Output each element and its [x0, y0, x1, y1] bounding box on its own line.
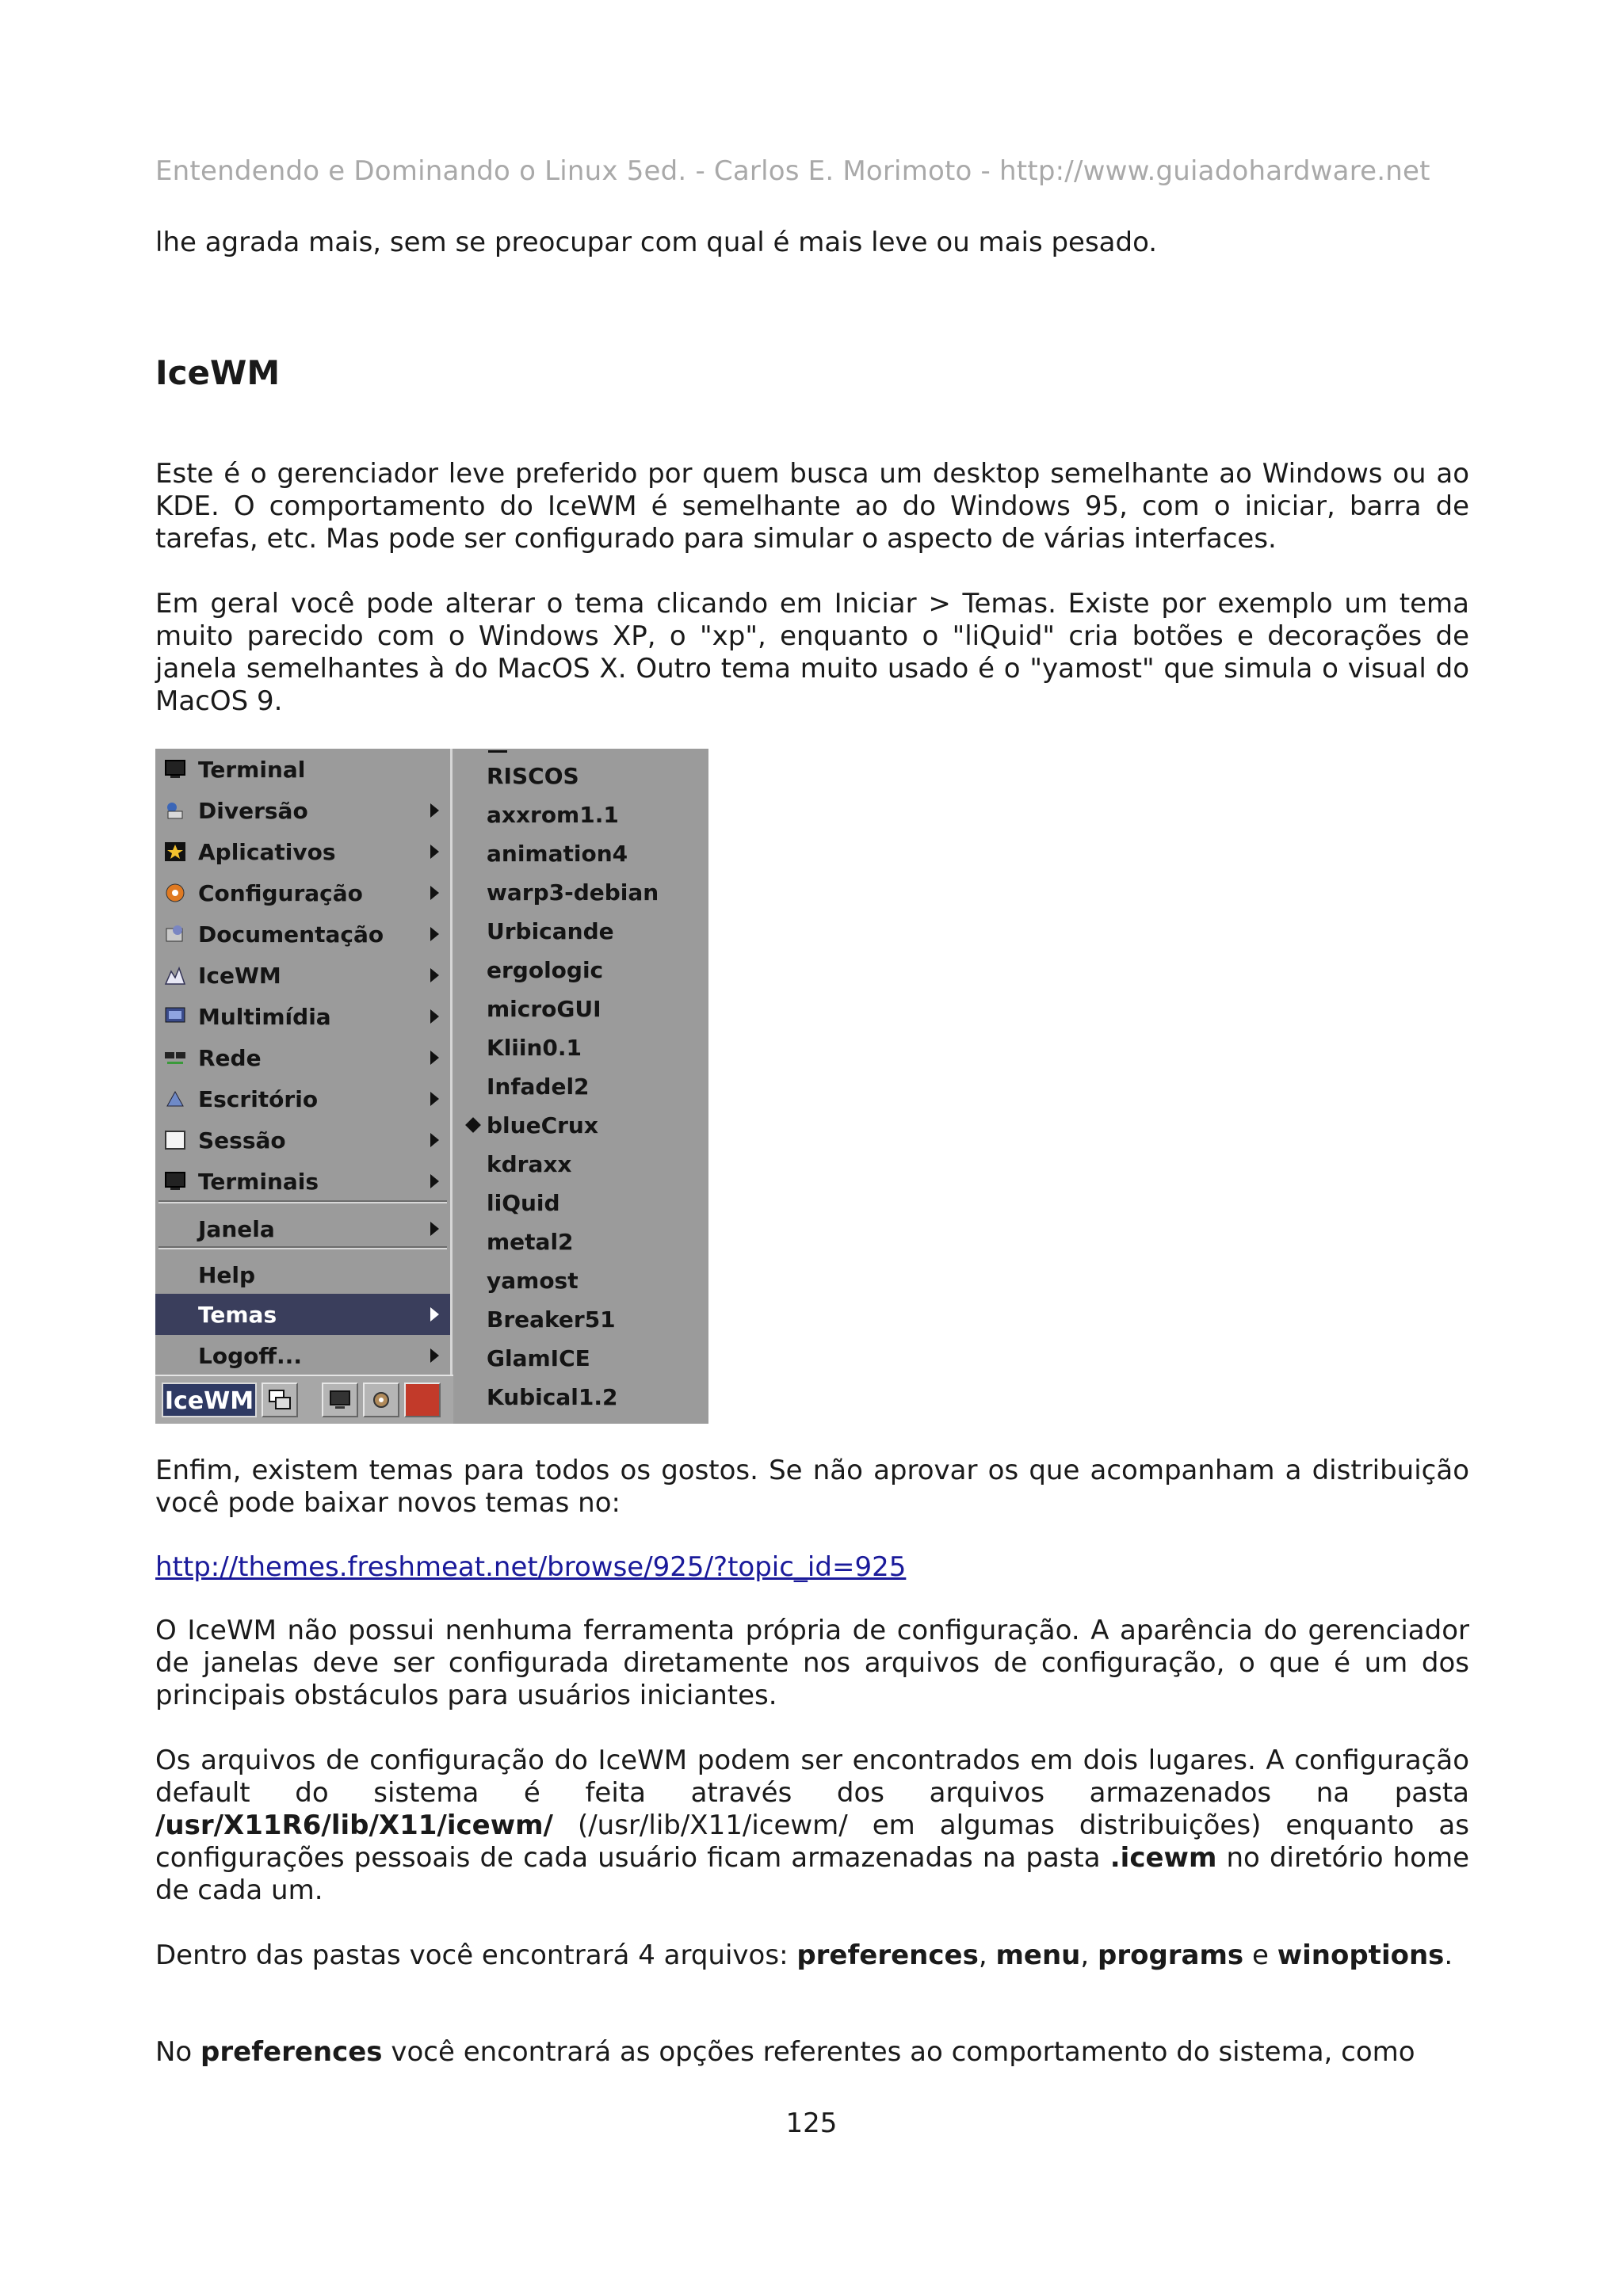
theme-bullet-spacer — [466, 924, 480, 938]
theme-bullet-spacer — [466, 1390, 480, 1404]
theme-bullet-spacer — [466, 807, 480, 822]
window-list-icon[interactable] — [262, 1383, 298, 1417]
theme-bullet-spacer — [466, 769, 480, 783]
theme-label: Breaker51 — [487, 1306, 616, 1333]
menu-item-label: Janela — [198, 1215, 275, 1242]
p5-text-1: Os arquivos de configuração do IceWM podem ser encontrados em dois lugares. A configuração default do sistema é feita através dos arquivos armazenados na pasta — [155, 1745, 1469, 1809]
theme-item[interactable] — [455, 1378, 708, 1416]
p6-and: e — [1243, 1939, 1277, 1971]
menu-item-logoff[interactable] — [155, 1335, 450, 1376]
docs-icon — [162, 922, 189, 946]
menu-item-documenta-o[interactable] — [155, 913, 450, 955]
menu-item-label: Diversão — [198, 797, 308, 824]
menu-item-icewm[interactable] — [155, 955, 450, 996]
p6-comma-1: , — [978, 1939, 996, 1971]
menu-item-label: Help — [198, 1261, 256, 1288]
start-menu — [155, 749, 453, 1375]
theme-label: ergologic — [487, 956, 604, 983]
office-icon — [162, 1087, 189, 1111]
theme-item[interactable] — [455, 1339, 708, 1377]
games-icon — [162, 799, 189, 822]
p7-file-preferences: preferences — [200, 2036, 383, 2068]
theme-bullet-spacer — [466, 1273, 480, 1287]
menu-item-terminal[interactable] — [155, 749, 450, 790]
theme-bullet-spacer — [466, 1351, 480, 1365]
paragraph-2: Em geral você pode alterar o tema clicando em Iniciar > Temas. Existe por exemplo um tema muito parecido com o Windows XP, o "xp", enquanto o "liQuid" cria botões e decorações de janela semelhantes à do MacOS X. Outro tema muito usado é o "yamost" que simula o visual do MacOS 9. — [155, 588, 1469, 717]
submenu-arrow-icon — [430, 886, 439, 900]
terminals-icon — [162, 1169, 189, 1193]
menu-item-rede[interactable] — [155, 1037, 450, 1078]
themes-link[interactable]: http://themes.freshmeat.net/browse/925/?topic_id=925 — [155, 1551, 907, 1583]
menu-item-label: Multimídia — [198, 1003, 331, 1030]
terminal-icon — [162, 757, 189, 781]
icewm-start-button[interactable]: IceWM — [162, 1383, 257, 1417]
theme-bullet-spacer — [466, 1312, 480, 1326]
p5-text-3: no diretório home de cada um. — [155, 1842, 1469, 1906]
p6-file-menu: menu — [995, 1939, 1081, 1971]
multimedia-icon — [162, 1005, 189, 1028]
menu-icon-spacer — [162, 1344, 189, 1367]
submenu-arrow-icon — [430, 1092, 439, 1106]
theme-bullet-spacer — [466, 846, 480, 860]
menu-icon-spacer — [162, 1302, 189, 1326]
submenu-arrow-icon — [430, 1307, 439, 1322]
submenu-arrow-icon — [430, 845, 439, 859]
menu-item-label: IceWM — [198, 962, 281, 989]
theme-item[interactable] — [455, 990, 708, 1028]
theme-item[interactable] — [455, 1145, 708, 1183]
menu-item-escrit-rio[interactable] — [155, 1078, 450, 1119]
submenu-arrow-icon — [430, 968, 439, 982]
theme-label: Kliin0.1 — [487, 1034, 582, 1061]
menu-item-label: Aplicativos — [198, 838, 336, 865]
theme-label: kdraxx — [487, 1150, 572, 1177]
themes-submenu — [455, 749, 708, 1424]
paragraph-3: Enfim, existem temas para todos os gostos. Se não aprovar os que acompanham a distribuição você pode baixar novos temas no: — [155, 1455, 1469, 1519]
page-header: Entendendo e Dominando o Linux 5ed. - Carlos E. Morimoto - http://www.guiadohardware.net — [155, 155, 1430, 187]
submenu-arrow-icon — [430, 1348, 439, 1363]
menu-item-aplicativos[interactable] — [155, 831, 450, 872]
theme-item[interactable] — [455, 951, 708, 989]
theme-item[interactable] — [455, 873, 708, 911]
theme-label: liQuid — [487, 1189, 560, 1216]
theme-label: Kubical1.2 — [487, 1383, 618, 1410]
menu-item-terminais[interactable] — [155, 1161, 450, 1202]
menu-separator — [158, 1246, 447, 1249]
theme-item[interactable] — [455, 1222, 708, 1261]
theme-label: RISCOS — [487, 762, 579, 789]
menu-item-label: Documentação — [198, 921, 384, 948]
settings-tray-icon[interactable] — [363, 1383, 399, 1417]
page-number: 125 — [785, 2107, 838, 2139]
menu-item-janela[interactable] — [155, 1208, 450, 1249]
section-title: IceWM — [155, 353, 281, 392]
menu-separator — [158, 1200, 447, 1203]
tray-red-icon[interactable] — [404, 1383, 441, 1417]
p7-text-2: você encontrará as opções referentes ao comportamento do sistema, como — [382, 2036, 1415, 2068]
theme-item[interactable] — [455, 834, 708, 872]
p5-path-home: .icewm — [1109, 1842, 1217, 1874]
continuation-text: lhe agrada mais, sem se preocupar com qual é mais leve ou mais pesado. — [155, 227, 1158, 258]
menu-item-sess-o[interactable] — [155, 1119, 450, 1161]
p6-file-programs: programs — [1097, 1939, 1244, 1971]
menu-icon-spacer — [162, 1263, 189, 1287]
theme-label: blueCrux — [487, 1112, 598, 1138]
paragraph-5 — [155, 1745, 1469, 1907]
theme-bullet-spacer — [466, 1234, 480, 1249]
theme-item[interactable] — [455, 795, 708, 833]
menu-item-multim-dia[interactable] — [155, 996, 450, 1037]
menu-item-configura-o[interactable] — [155, 872, 450, 913]
paragraph-7 — [155, 2036, 1469, 2069]
p6-comma-2: , — [1080, 1939, 1098, 1971]
theme-item[interactable] — [455, 912, 708, 950]
submenu-arrow-icon — [430, 1133, 439, 1147]
menu-item-label: Logoff... — [198, 1342, 302, 1369]
theme-item[interactable] — [455, 1300, 708, 1338]
active-theme-bullet-icon — [465, 1117, 481, 1133]
p6-file-winoptions: winoptions — [1277, 1939, 1445, 1971]
p6-file-preferences: preferences — [796, 1939, 979, 1971]
menu-item-label: Rede — [198, 1044, 262, 1071]
theme-bullet-spacer — [466, 1196, 480, 1210]
monitor-icon[interactable] — [322, 1383, 358, 1417]
menu-item-label: Terminais — [198, 1168, 319, 1195]
submenu-arrow-icon — [430, 1174, 439, 1188]
p7-text-1: No — [155, 2036, 201, 2068]
theme-label: warp3-debian — [487, 879, 659, 906]
menu-item-label: Configuração — [198, 879, 363, 906]
p5-text-2: (/usr/lib/X11/icewm/ em algumas distribuições) enquanto as configurações pessoais de cada usuário ficam armazenadas na pasta — [155, 1810, 1469, 1874]
theme-item[interactable] — [455, 1067, 708, 1105]
theme-label: Infadel2 — [487, 1073, 590, 1100]
menu-item-label: Sessão — [198, 1127, 286, 1154]
taskbar — [155, 1375, 453, 1424]
theme-item[interactable] — [455, 1106, 708, 1144]
theme-label: yamost — [487, 1267, 579, 1294]
theme-item[interactable] — [455, 757, 708, 795]
menu-item-label: Terminal — [198, 756, 306, 783]
star-icon — [162, 840, 189, 864]
menu-item-divers-o[interactable] — [155, 790, 450, 831]
menu-item-label: Temas — [198, 1301, 277, 1328]
theme-bullet-spacer — [466, 1079, 480, 1093]
submenu-arrow-icon — [430, 927, 439, 941]
theme-bullet-spacer — [466, 1157, 480, 1171]
paragraph-1: Este é o gerenciador leve preferido por quem busca um desktop semelhante ao Windows ou ao KDE. O comportamento do IceWM é semelhante ao do Windows 95, com o iniciar, barra de tarefas, etc. Mas pode ser configurado para simular o aspecto de várias interfaces. — [155, 458, 1469, 555]
paragraph-6 — [155, 1939, 1469, 1972]
theme-bullet-spacer — [466, 1040, 480, 1055]
theme-item[interactable] — [455, 1184, 708, 1222]
theme-bullet-spacer — [466, 885, 480, 899]
theme-label: microGUI — [487, 995, 601, 1022]
submenu-arrow-icon — [430, 803, 439, 818]
settings-icon — [162, 881, 189, 905]
theme-bullet-spacer — [466, 963, 480, 977]
theme-item[interactable] — [455, 1028, 708, 1066]
menu-icon-spacer — [162, 1217, 189, 1241]
p6-period: . — [1444, 1939, 1453, 1971]
theme-label: Urbicande — [487, 917, 614, 944]
theme-item[interactable] — [455, 1261, 708, 1299]
submenu-arrow-icon — [430, 1051, 439, 1065]
theme-label: metal2 — [487, 1228, 574, 1255]
network-icon — [162, 1046, 189, 1070]
session-icon — [162, 1128, 189, 1152]
p5-path-system: /usr/X11R6/lib/X11/icewm/ — [155, 1810, 553, 1841]
theme-label: animation4 — [487, 840, 628, 867]
submenu-arrow-icon — [430, 1222, 439, 1236]
menu-item-help[interactable] — [155, 1254, 450, 1295]
menu-item-temas[interactable] — [155, 1294, 450, 1335]
theme-label: axxrom1.1 — [487, 801, 619, 828]
icewm-icon — [162, 963, 189, 987]
p6-text-1: Dentro das pastas você encontrará 4 arquivos: — [155, 1939, 797, 1971]
scroll-indicator — [488, 750, 507, 753]
submenu-arrow-icon — [430, 1009, 439, 1024]
theme-label: GlamICE — [487, 1344, 590, 1371]
paragraph-4: O IceWM não possui nenhuma ferramenta própria de configuração. A aparência do gerenciador de janelas deve ser configurada diretamente nos arquivos de configuração, o que é um dos principais obstáculos para usuários iniciantes. — [155, 1615, 1469, 1711]
menu-item-label: Escritório — [198, 1085, 319, 1112]
icewm-screenshot — [155, 749, 708, 1424]
theme-bullet-spacer — [466, 1001, 480, 1016]
